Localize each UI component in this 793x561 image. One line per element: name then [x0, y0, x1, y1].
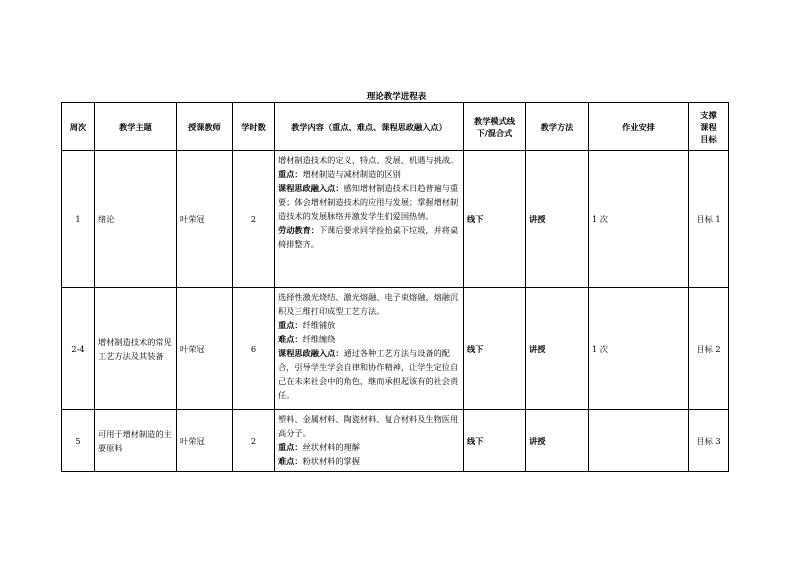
teaching-schedule-table [61, 102, 729, 472]
content-line: 塑料、金属材料、陶瓷材料、复合材料及生物医用高分子。 [278, 414, 459, 438]
content-line: 课程思政融入点：通过各种工艺方法与设备的配合，引导学生学会自律和协作精神，让学生定位自己在未来社会中的角色，继而承担起该有的社会责任。 [278, 348, 459, 400]
header-homework: 作业安排 [589, 103, 689, 151]
header-method: 教学方法 [526, 103, 589, 151]
row-topic: 增材制造技术的常见工艺方法及其装备 [95, 288, 177, 410]
content-line: 重点：丝状材料的理解 [278, 442, 360, 452]
table-title: 理论教学进程表 [366, 92, 427, 102]
row-method: 讲授 [526, 410, 589, 472]
header-content: 教学内容（重点、难点、课程思政融入点） [275, 103, 464, 151]
content-line: 选择性激光烧结、激光熔融、电子束熔融、熔融沉积及三维打印成型工艺方法。 [278, 292, 459, 316]
row-teacher: 叶荣冠 [177, 151, 233, 288]
header-week: 周次 [62, 103, 95, 151]
content-line: 重点：增材制造与减材制造的区别 [278, 169, 401, 179]
row-week: 5 [62, 410, 95, 472]
row-hours: 2 [233, 410, 275, 472]
header-teacher: 授课教师 [177, 103, 233, 151]
row-homework: 1 次 [589, 151, 689, 288]
row-goal: 目标 2 [689, 288, 729, 410]
row-week: 1 [62, 151, 95, 288]
content-line: 难点：纤维缠绕 [278, 334, 336, 344]
header-goal: 支撑课程目标 [689, 103, 729, 151]
row-mode: 线下 [464, 288, 526, 410]
header-row [62, 103, 729, 151]
content-line: 增材制造技术的定义、特点、发展、机遇与挑战。 [278, 155, 459, 165]
row-hours: 6 [233, 288, 275, 410]
row-homework [589, 410, 689, 472]
row-goal: 目标 3 [689, 410, 729, 472]
content-line: 课程思政融入点：感知增材制造技术日趋普遍与重要；体会增材制造技术的应用与发展；掌握增材制造技术的发展脉络并激发学生们爱国热情。 [278, 183, 459, 221]
header-mode: 教学模式线下/混合式 [464, 103, 526, 151]
content-line: 重点：纤维铺放 [278, 320, 336, 330]
row-method: 讲授 [526, 288, 589, 410]
table-row [62, 288, 729, 410]
table-row [62, 151, 729, 288]
row-topic: 可用于增材制造的主要原料 [95, 410, 177, 472]
row-topic: 绪论 [95, 151, 177, 288]
row-mode: 线下 [464, 151, 526, 288]
row-method: 讲授 [526, 151, 589, 288]
row-teacher: 叶荣冠 [177, 288, 233, 410]
row-content [275, 410, 464, 472]
row-goal: 目标 1 [689, 151, 729, 288]
row-teacher: 叶荣冠 [177, 410, 233, 472]
header-hours: 学时数 [233, 103, 275, 151]
row-week: 2-4 [62, 288, 95, 410]
row-content [275, 151, 464, 288]
content-line: 劳动教育：下课后要求同学捡拾桌下垃圾，并将桌椅排整齐。 [278, 225, 459, 249]
row-mode: 线下 [464, 410, 526, 472]
header-topic: 教学主题 [95, 103, 177, 151]
row-content [275, 288, 464, 410]
row-homework: 1 次 [589, 288, 689, 410]
table-row [62, 410, 729, 472]
content-line: 难点：粉状材料的掌握 [278, 456, 360, 466]
row-hours: 2 [233, 151, 275, 288]
